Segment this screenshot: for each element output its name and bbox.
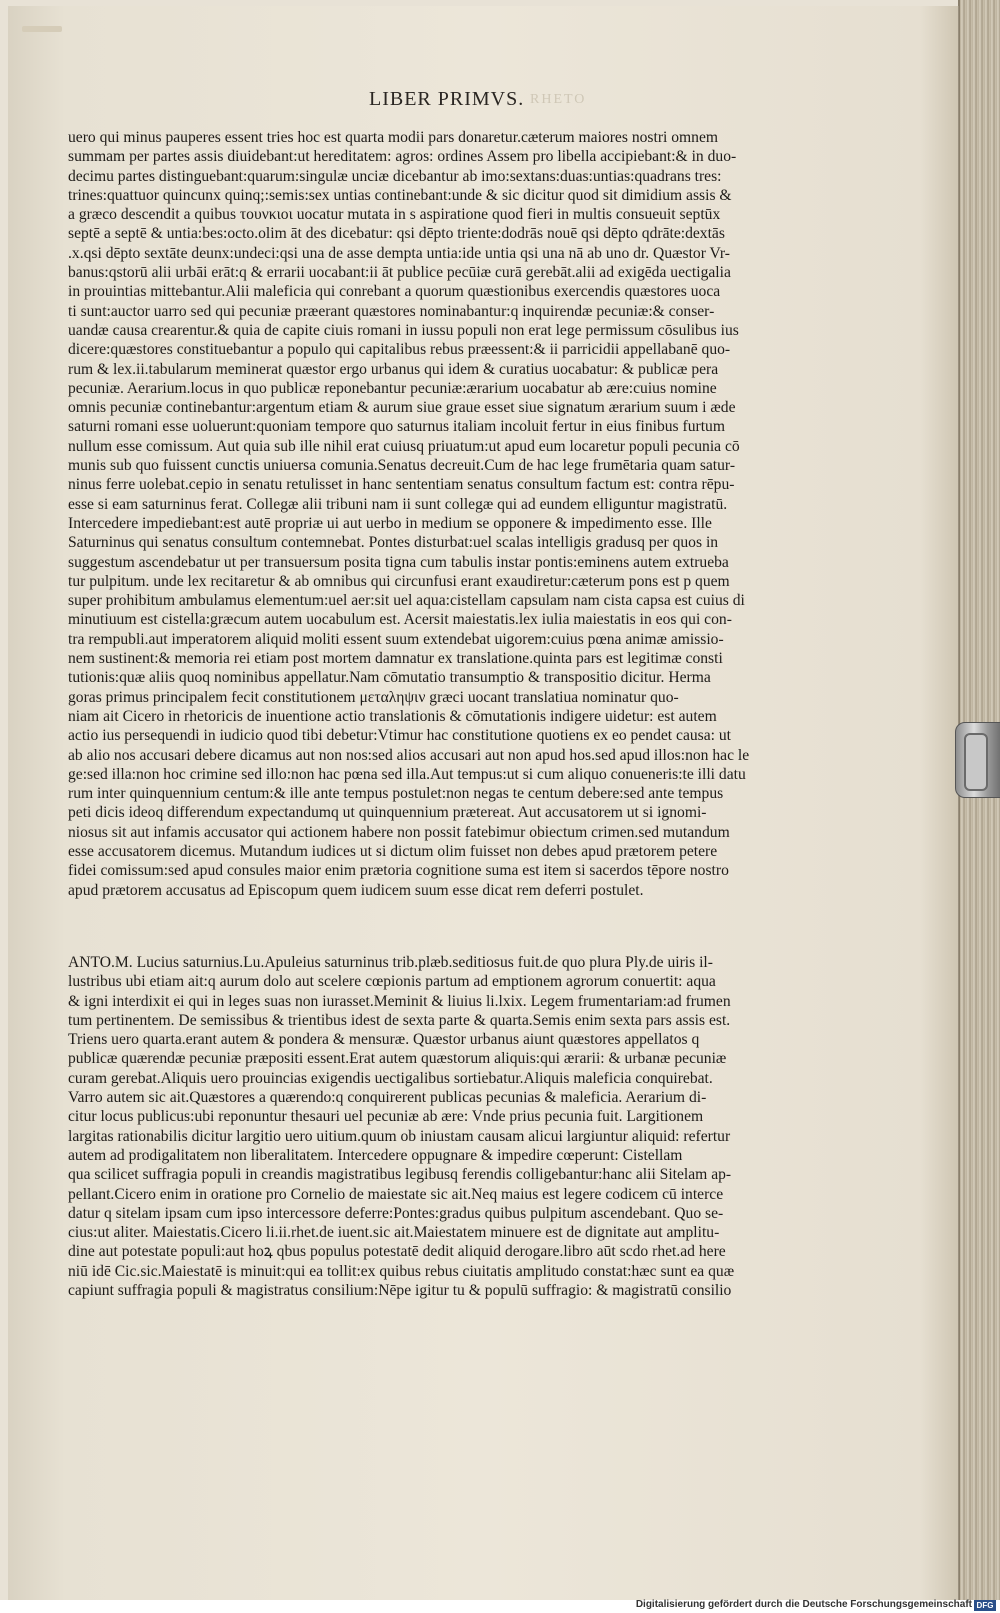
commentary-line: qua scilicet suffragia populi in creandis magistratibus legibusq ferendis colligebantur:hanc alii Sitelam ap- [68,1166,732,1184]
text-line: munis sub quo fuissent cunctis uniuersa comunia.Senatus decreuit.Cum de hac lege frumētaria quam satur- [68,457,736,475]
show-through-heading: RHETO [530,92,587,107]
clasp-ring [964,733,988,791]
text-line: esse si eam saturninus ferat. Collegæ alii tribuni nam ii sunt collegæ qui ad eundem elliguntur magistratū. [68,495,728,513]
commentary-line: Varro autem sic ait.Quæstores a quærendo:q conquirerent publicas pecunias & maleficia. Aerarium di- [68,1089,707,1107]
text-line: uero qui minus pauperes essent tries hoc est quarta modii pars donaretur.cæterum maiores nostri omnem [68,129,719,146]
text-line: Intercedere impediebant:est autē propriæ ui aut uerbo in medium se opponere & impedimento esse. Ille [68,514,712,532]
commentary-line: citur locus publicus:ubi reponuntur thesauri uel pecuniæ ab ære: Vnde prius pecunia fuit. Largitionem [68,1108,704,1126]
book-clasp [955,722,1000,798]
text-line: dicere:quæstores constituebantur a populo qui capitalibus rebus præessent:& ii parricidii appellabanē quo- [68,341,731,359]
text-line: actio ius persequendi in iudicio quod tibi debetur:Vtimur hac constitutione quotiens ex eo pendet causa: ut [68,727,732,745]
text-line: niam ait Cicero in rhetoricis de inuentione actio translationis & cōmutationis indigere uidetur: est autem [68,707,717,725]
text-line: .x.qsi dēpto sextāte deunx:undeci:qsi una de asse dempta untia:ide untia qsi una nā ab uno dr. Quæstor Vr- [68,244,730,262]
text-line: summam per partes assis diuidebant:ut hereditatem: agros: ordines Assem pro libella accipiebant:& in duo- [68,148,737,166]
text-line: minutiuum est cistella:græcum autem uocabulum est. Acersit maiestatis.lex iulia maiestatis in eos qui con- [68,611,732,629]
commentary-line: ANTO.M. Lucius saturnius.Lu.Apuleius saturninus trib.plæb.seditiosus fuit.de quo plura Ply.de uiris il- [68,954,713,971]
commentary-line: publicæ quærendæ pecuniæ præpositi essent.Erat autem quæstorum aliquis:qui ærarii: & urbanæ pecuniæ [68,1050,727,1068]
text-line: tutionis:quæ aliis quoq nominibus appellatur.Nam cōmutatio transumptio & transpositio dicitur. Herma [68,669,711,687]
text-line: Saturninus qui senatus consultum contemnebat. Pontes disturbat:uel scalas intelligis gradusq per quos in [68,534,719,552]
text-line: goras primus principalem fecit constitutionem μεταληψιν græci uocant translatiua nominatur quo- [68,688,679,706]
text-line: in prouintias mittebantur.Alii maleficia qui conrebant a quorum quæstionibus exercendis quæstores uoca [68,283,721,301]
commentary-line: tum pertinentem. De semissibus & trientibus idest de sexta parte & quarta.Semis enim sexta pars assis est. [68,1011,731,1029]
commentary-line: dine aut potestate populi:aut hoꝝ qbus populus potestatē dedit aliquid derogare.libro aūt scdo rhet.ad here [68,1243,726,1261]
text-line: pecuniæ. Aerarium.locus in quo publicæ reponebantur pecuniæ:ærarium uocabatur ab ære:cuius nomine [68,379,717,397]
main-text-block [68,128,848,900]
text-line: saturni romani esse uoluerunt:quoniam tempore quo saturnus italiam incoluit fertur in eius finibus furtum [68,418,725,436]
text-line: omnis pecuniæ continebantur:argentum etiam & aurum siue graue esset siue signatum ærarium suum i æde [68,399,736,417]
text-line: tra rempubli.aut imperatorem aliquid moliti essent suum extendebat uigorem:cuius pœna animæ amissio- [68,630,724,648]
text-line: super prohibitum ambulamus elementum:uel aer:sit uel aqua:cistellam capsulam nam cista capsa est cuius di [68,592,745,610]
text-line: banus:qstorū alii urbāi erāt:q & errarii uocabant:ii āt publice pecūiæ curā gerebāt.alii ad exigēda uectigalia [68,264,731,282]
book-fore-edge [958,0,1000,1600]
text-line: decimu partes distinguebant:quarum:singulæ unciæ dicebantur ab imo:sextans:duas:untias:quadrans tres: [68,167,722,185]
text-line: septē a septē & untia:bes:octo.olim āt des dicebatur: qsi dēpto triente:dodrās nouē qsi dēpto qdrāte:dextās [68,225,725,243]
text-line: ge:sed illa:non hoc crimine sed illo:non hac pœna sed illa.Aut tempus:ut si cum aliquo conueneris:te illi datu [68,765,746,783]
text-line: niosus sit aut infamis accusator qui actionem habere non possit fatebimur obiectum crimen.sed mutandum [68,823,730,841]
commentary-line: pellant.Cicero enim in oratione pro Cornelio de maiestate sic ait.Neq maius est legere codicem cū interce [68,1185,724,1203]
text-line: trines:quattuor quincunx quinq;:semis:sex untias continebant:unde & sic dicitur quod sit dimidium assis & [68,186,732,204]
text-line: a græco descendit a quibus τουνκιοι uocatur mutata in s aspiratione quod fieri in multis consueuit septūx [68,206,721,224]
commentary-line: autem ad prodigalitatem non liberalitatem. Intercedere oppugnare & impedire cœperunt: Cistellam [68,1146,683,1164]
commentary-block [68,953,848,1300]
text-line: ninus ferre uolebat.cepio in senatu retulisset in hanc sententiam senatus consultum factum est: contra rēpu- [68,476,735,494]
commentary-line: datur q sitelam ipsam cum ipso intercessore deferre:Pontes:gradus quibus pulpitum ascendebant. Quo se- [68,1204,724,1222]
text-line: nullum esse comissum. Aut quia sub ille nihil erat cuiusq priuatum:ut apud eum locaretur populi pecunia cō [68,437,740,455]
commentary-line: capiunt suffragia populi & magistratus consilium:Nēpe igitur tu & populū suffragio: & magistratū consilio [68,1282,732,1300]
text-line: suggestum ascendebatur ut per transuersum posita tigna cum tabulis instar pontis:eminens autem extrueba [68,553,729,571]
text-line: esse accusatorem dicemus. Mutandum iudices ut si dictum olim fuisset non debes apud prætorem petere [68,842,718,860]
text-line: ab alio nos accusari debere dicamus aut non nos:sed alios accusari aut non apud hos.sed apud illos:non hac le [68,746,750,764]
footer-credit: Digitalisierung gefördert durch die Deutsche Forschungsgemeinschaft [635,1599,972,1610]
page-corner-mark [22,26,62,32]
commentary-line: niū idē Cic.sic.Maiestatē is minuit:qui ea tollit:ex quibus rebus ciuitatis amplitudo constat:hæc sunt ea quæ [68,1262,735,1280]
commentary-line: largitas rationabilis dicitur largitio uero uitium.quum ob iniustam causam alicui largiuntur aliquid: refertur [68,1127,731,1145]
text-line: peti dicis ideoq differendum expectandumq ut quinquennium prætereat. Aut accusatorem ut si ignomi- [68,804,707,822]
commentary-line: cius:ut aliter. Maiestatis.Cicero li.ii.rhet.de iuent.sic ait.Maiestatem minuere est de dignitate aut amplitu- [68,1224,720,1242]
text-line: fidei comissum:sed apud consules maior enim prætoria cognitione suma est item si sacerdos tēpore nostro [68,862,729,880]
commentary-line: curam gerebat.Aliquis uero prouincias exigendis uectigalibus sortiebatur.Aliquis maleficia conquirebat. [68,1069,713,1087]
text-line: rum inter quinquennium centum:& ille ante tempus postulet:non negas te centum debere:sed ante tempus [68,785,724,803]
text-line: nem sustinent:& memoria rei etiam post mortem damnatur ex translatione.quinta pars est legitimæ consti [68,650,723,668]
commentary-line: lustribus ubi etiam ait:q aurum dolo aut scelere cœpionis partum ad emptionem agrorum conuertit: aqua [68,973,716,991]
commentary-line: & igni interdixit ei qui in leges suas non iurasset.Meminit & liuius li.lxix. Legem frumentariam:ad frumen [68,992,731,1010]
dfg-logo: DFG [974,1600,996,1611]
text-line: uandæ causa crearentur.& quia de capite ciuis romani in iussu populi non erat lege permissum cōsulibus ius [68,321,739,339]
commentary-line: Triens uero quarta.erant autem & pondera & mensuræ. Quæstor urbanus aiunt quæstores appellatos q [68,1031,700,1049]
text-line: rum & lex.ii.tabularum meminerat quæstor ergo urbanus qui idem & curatius uocabatur: & publicæ pera [68,360,719,378]
text-line: apud prætorem accusatus ad Episcopum quem iudicem suum esse dicat rem deferri postulet. [68,881,644,899]
text-line: ti sunt:auctor uarro sed qui pecuniæ præerant quæstores nominabantur:q inquirendæ pecuniæ:& conser- [68,302,715,320]
text-line: tur pulpitum. unde lex recitaretur & ab omnibus qui circunfusi erant exaudiretur:cæterum pons est p quem [68,572,730,590]
running-head: LIBER PRIMVS. [369,88,525,110]
